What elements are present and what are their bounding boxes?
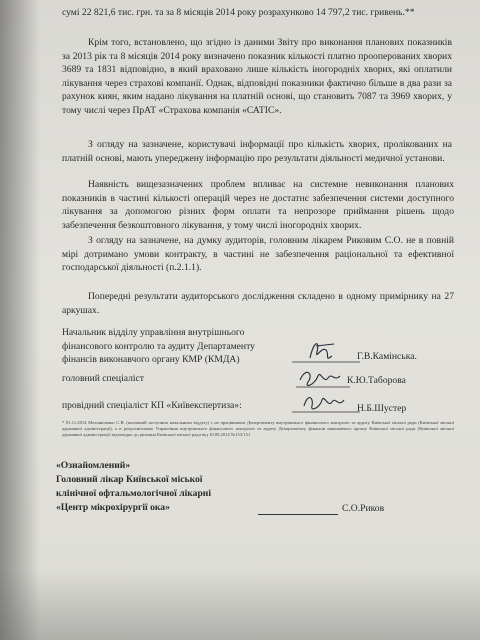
acknowledgement-line-2: клінічної офтальмологічної лікарні <box>56 488 212 499</box>
paragraph-5: Попередні результати аудиторського дослідження складено в одному примірнику на 27 аркушах. <box>62 291 454 316</box>
paragraph-0: сумі 22 821,6 тис. грн. та за 8 місяців 2014 року розрахунково 14 797,2 тис. гривень.** <box>62 7 415 18</box>
paragraph-2: З огляду на зазначене, користувачі інформації про кількість хворих, пролікованих на платній основі, мають упереджену інформацію про результати діяльності медичної установи. <box>62 139 452 164</box>
acknowledgement-name: С.О.Риков <box>342 503 385 514</box>
acknowledgement-line-3: «Центр мікрохірургії ока» <box>56 502 170 513</box>
signature-strokes <box>270 336 360 426</box>
footnote: * 01.11.2014 Мельниченко С.В. (колишній заступник начальника відділу) є не працівником Департаменту внутрішнього фінансового контролю та аудиту Київської міської ради (Київської міської державної адміністрації), а в реорганізовано Управління внутрішнього фінансового контролю та аудиту Департаменту фінансів виконавчого органу Київської міської ради (Київської міської державної адміністрації) відповідно до рішення Київської міської ради від 10.09.2014 №153/151 <box>62 420 454 437</box>
signatory-head-name: Г.В.Камінська. <box>357 351 417 362</box>
signatory-chief-title: головний спеціаліст <box>62 373 144 384</box>
acknowledgement-heading: «Ознайомлений» <box>56 460 131 471</box>
page-shadow-left <box>0 0 40 640</box>
signatory-head-title: Начальник відділу управління внутрішнього фінансового контролю та аудиту Департаменту фінансів виконавчого органу КМР (КМДА) <box>62 327 255 366</box>
page-shadow-bottom <box>0 570 480 640</box>
signatory-lead-title: провідний спеціаліст КП «Київекспертиза»: <box>62 400 242 411</box>
signatory-lead-name: Н.Б.Шустер <box>357 403 407 414</box>
paragraph-1: Крім того, встановлено, що згідно із даними Звіту про виконання планових показників за 2013 рік та 8 місяців 2014 року визначено показник кількості платно прооперованих хворих 3689 та 1831 відповідно, в який враховано лише кількість іногородніх хворих, які оплатили лікування через страхові компанії. Однак, відповідні показники фактично більше в два рази за рахунок киян, яким надано лікування на платній основі, що становить 7087 та 3969 хворих, у тому числі через ПрАТ «Страхова компанія «САТІС». <box>62 37 452 116</box>
paragraph-3: Наявність вищезазначених проблем впливає на системне невиконання планових показників в частині кількості операцій через не достатнє забезпечення системи доступного лікування за допомогою різних форм оплати та непрозоре приймання рішень щодо забезпечення безкоштовного лікування, у тому числі іногородніх хворих. <box>62 179 454 231</box>
signatory-chief-name: К.Ю.Таборова <box>347 375 406 386</box>
paragraph-4: З огляду на зазначене, на думку аудиторів, головним лікарем Риковим С.О. не в повній мірі дотримано умови контракту, в частині не забезпечення раціональної та ефективної господарської діяльності (п.2.1.1). <box>62 235 454 274</box>
acknowledgement-line-1: Головний лікар Київської міської <box>56 474 203 485</box>
acknowledgement-signature-line <box>258 514 338 515</box>
